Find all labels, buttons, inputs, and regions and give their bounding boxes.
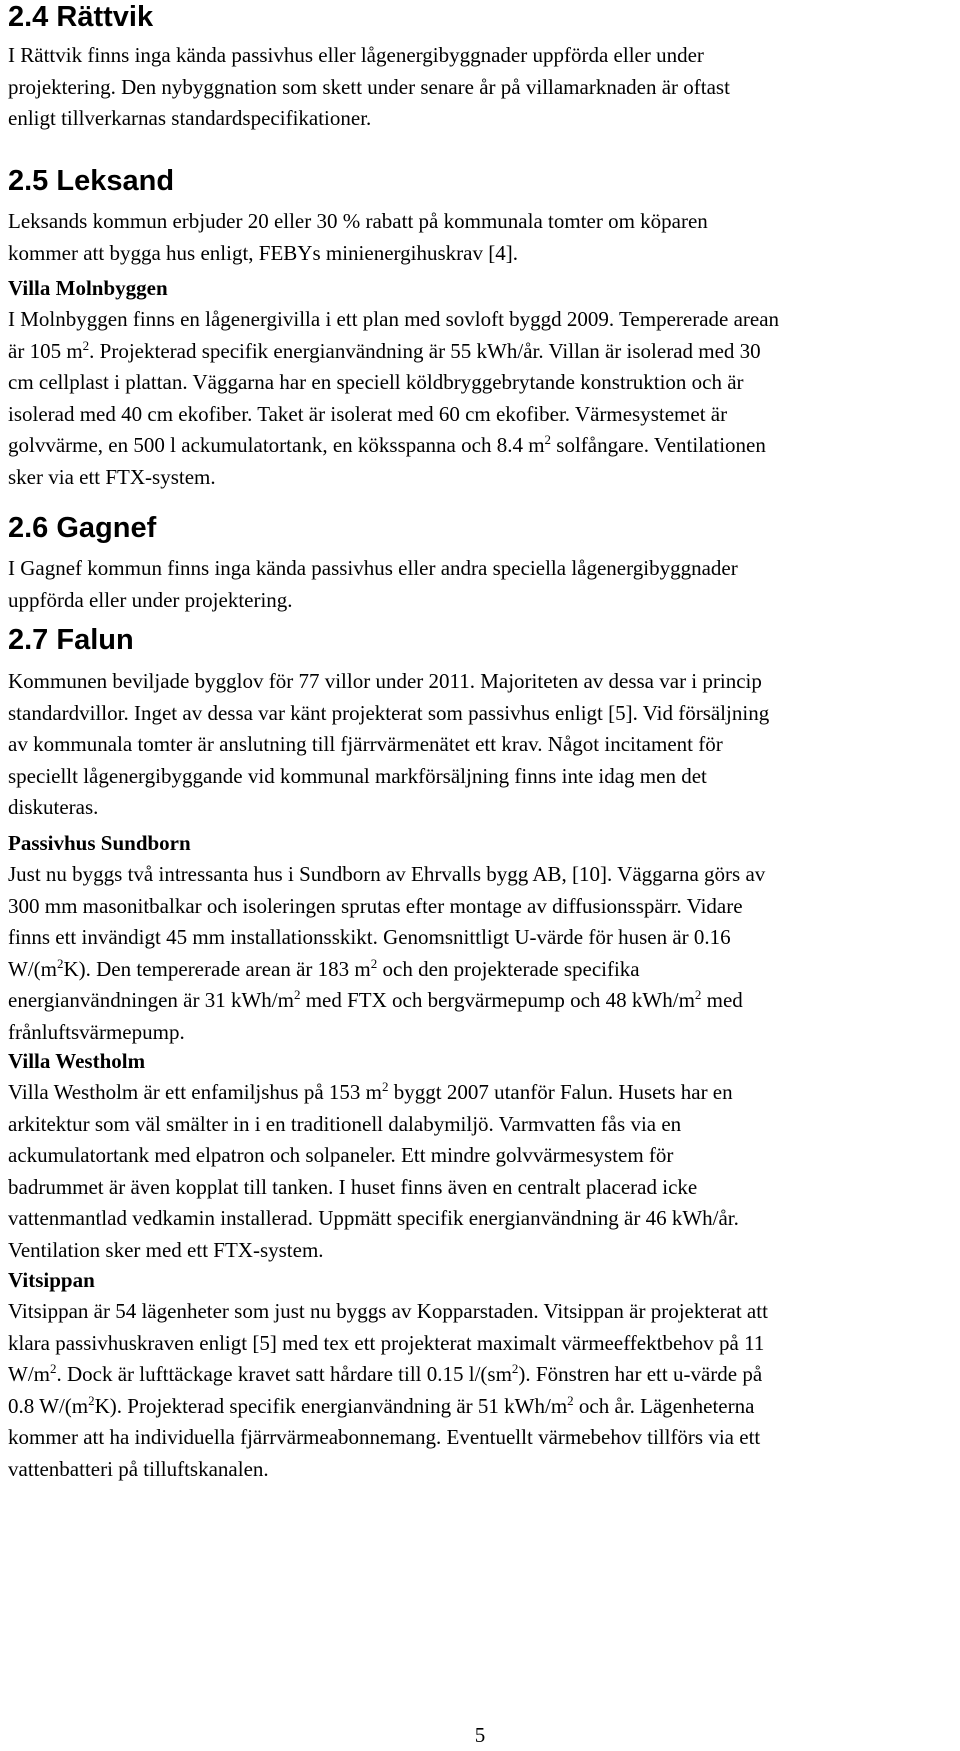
section-gagnef bbox=[8, 511, 738, 616]
text-line: golvvärme, en 500 l ackumulatortank, en köksspanna och 8.4 $m^2$ solfångare. Ventilationen bbox=[8, 432, 766, 457]
text-line: energianvändningen är 31 kWh/$m^2$ med FTX och bergvärmepump och 48 kWh/$m^2$ med bbox=[8, 987, 743, 1012]
text-line: 300 mm masonitbalkar och isoleringen sprutas efter montage av diffusionsspärr. Vidare bbox=[8, 893, 743, 918]
text-line: cm cellplast i plattan. Väggarna har en speciell köldbryggebrytande konstruktion och är bbox=[8, 370, 744, 394]
section-falun bbox=[8, 623, 769, 824]
section-rattvik bbox=[8, 0, 730, 135]
text-line: I Rättvik finns inga kända passivhus eller lågenergibyggnader uppförda eller under bbox=[8, 43, 704, 67]
text-line: $W/(m^2K)$. Den tempererade arean är 183 $m^2$ och den projekterade specifika bbox=[8, 955, 640, 981]
text-line: Ventilation sker med ett FTX-system. bbox=[8, 1237, 324, 1262]
text-line: Leksands kommun erbjuder 20 eller 30 % rabatt på kommunala tomter om köparen bbox=[8, 209, 708, 233]
subsection-sundborn bbox=[8, 828, 765, 1048]
subsection-heading: Vitsippan bbox=[8, 1268, 95, 1292]
text-line: frånluftsvärmepump. bbox=[8, 1019, 185, 1044]
text-line: vattenmantlad vedkamin installerad. Uppmätt specifik energianvändning är 46 kWh/år. bbox=[8, 1206, 739, 1230]
text-line: Kommunen beviljade bygglov för 77 villor under 2011. Majoriteten av dessa var i princip bbox=[8, 669, 762, 693]
paragraph bbox=[8, 666, 769, 824]
text-line: $W/m^2$. Dock är lufttäckage kravet satt hårdare till 0.15 $l/(sm^2)$. Fönstren har ett u-värde på bbox=[8, 1361, 763, 1386]
paragraph bbox=[8, 1296, 768, 1485]
section-heading: 2.7 Falun bbox=[8, 624, 134, 656]
subsection-heading: Villa Molnbyggen bbox=[8, 276, 168, 300]
subsection-molnbyggen bbox=[8, 273, 779, 493]
text-line: badrummet är även kopplat till tanken. I huset finns även en centralt placerad icke bbox=[8, 1174, 698, 1199]
text-line: ackumulatortank med elpatron och solpaneler. Ett mindre golvvärmesystem för bbox=[8, 1143, 674, 1167]
text-line: I Gagnef kommun finns inga kända passivhus eller andra speciella lågenergibyggnader bbox=[8, 556, 738, 580]
text-line: arkitektur som väl smälter in i en traditionell dalabymiljö. Varmvatten fås via en bbox=[8, 1111, 682, 1136]
text-line: vattenbatteri på tilluftskanalen. bbox=[8, 1456, 269, 1481]
page-number: 5 bbox=[474, 1723, 486, 1747]
section-heading: 2.6 Gagnef bbox=[8, 512, 157, 544]
text-line: diskuteras. bbox=[8, 795, 99, 819]
text-line: standardvillor. Inget av dessa var känt projekterat som passivhus enligt [5]. Vid försäljning bbox=[8, 700, 770, 725]
paragraph bbox=[8, 304, 779, 493]
text-line: av kommunala tomter är anslutning till fjärrvärmenätet ett krav. Något incitament för bbox=[8, 732, 723, 756]
text-line: kommer att bygga hus enligt, FEBYs minienergihuskrav [4]. bbox=[8, 240, 518, 265]
text-line: Villa Westholm är ett enfamiljshus på 153 $m^2$ byggt 2007 utanför Falun. Husets har en bbox=[8, 1079, 733, 1104]
text-line: projektering. Den nybyggnation som skett under senare år på villamarknaden är oftast bbox=[8, 74, 730, 99]
paragraph bbox=[8, 40, 730, 135]
section-heading: 2.4 Rättvik bbox=[8, 1, 154, 33]
text-line: är 105 $m^2$. Projekterad specifik energianvändning är 55 kWh/år. Villan är isolerad med 30 bbox=[8, 337, 761, 363]
section-leksand bbox=[8, 164, 708, 269]
text-line: enligt tillverkarnas standardspecifikationer. bbox=[8, 106, 372, 130]
section-heading: 2.5 Leksand bbox=[8, 165, 175, 197]
subsection-heading: Passivhus Sundborn bbox=[8, 831, 191, 855]
paragraph bbox=[8, 553, 738, 616]
paragraph bbox=[8, 1077, 739, 1266]
text-line: isolerad med 40 cm ekofiber. Taket är isolerat med 60 cm ekofiber. Värmesystemet är bbox=[8, 401, 728, 426]
paragraph bbox=[8, 859, 765, 1048]
text-line: 0.8 $W/(m^2K)$. Projekterad specifik energianvändning är 51 kWh/$m^2$ och år. Lägenheterna bbox=[8, 1392, 755, 1418]
subsection-westholm bbox=[8, 1046, 739, 1266]
text-line: sker via ett FTX-system. bbox=[8, 464, 216, 489]
text-line: I Molnbyggen finns en lågenergivilla i ett plan med sovloft byggd 2009. Tempererade arean bbox=[8, 307, 780, 331]
text-line: Vitsippan är 54 lägenheter som just nu byggs av Kopparstaden. Vitsippan är projekterat att bbox=[8, 1299, 768, 1323]
text-line: speciellt lågenergibyggande vid kommunal markförsäljning finns inte idag men det bbox=[8, 763, 707, 788]
text-line: klara passivhuskraven enligt [5] med tex ett projekterat maximalt värmeeffektbehov på 11 bbox=[8, 1330, 765, 1355]
text-line: kommer att ha individuella fjärrvärmeabonnemang. Eventuellt värmebehov tillförs via ett bbox=[8, 1425, 761, 1449]
text-line: finns ett invändigt 45 mm installationsskikt. Genomsnittligt U-värde för husen är 0.16 bbox=[8, 925, 731, 949]
text-line: uppförda eller under projektering. bbox=[8, 587, 293, 612]
text-line: Just nu byggs två intressanta hus i Sundborn av Ehrvalls bygg AB, [10]. Väggarna görs av bbox=[8, 862, 766, 886]
paragraph bbox=[8, 206, 708, 269]
subsection-heading: Villa Westholm bbox=[8, 1049, 146, 1073]
subsection-vitsippan bbox=[8, 1265, 768, 1485]
